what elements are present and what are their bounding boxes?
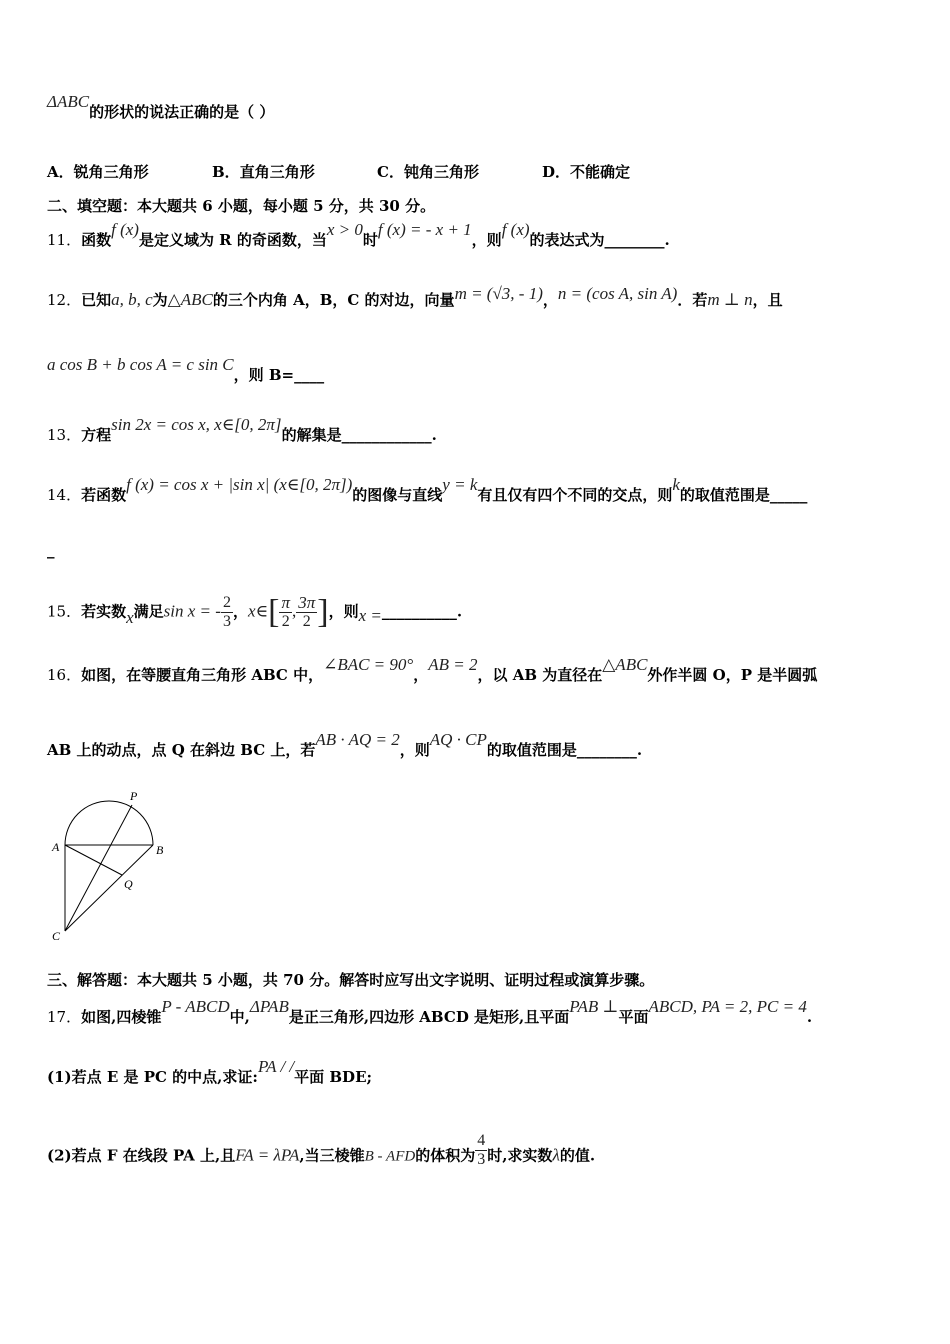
section3-heading: 三、解答题：本大题共 5 小题，共 70 分。解答时应写出文字说明、证明过程或演算步骤。 <box>47 971 655 989</box>
segment-aq <box>65 845 122 875</box>
segment-bc <box>65 845 153 931</box>
label-c: C <box>52 929 61 943</box>
question-16-cont: AB 上的动点，点 Q 在斜边 BC 上，若AB · AQ = 2，则AQ · CP的取值范围是________. <box>47 730 643 759</box>
option-a: A．锐角三角形 <box>47 163 149 181</box>
question-15: 15．若实数x满足sin x = - $\frac{2}{3}$ ，x∈[ $\frac{\pi}{2}$ , $\frac{3\pi}{2}$ ]，则x =__________. <box>47 593 463 631</box>
label-a: A <box>52 840 60 854</box>
question-13: 13．方程sin 2x = cos x, x∈[0, 2π]的解集是____________. <box>47 415 437 444</box>
question-17: 17．如图,四棱锥P - ABCD中,ΔPAB是正三角形,四边形 ABCD 是矩形,且平面PAB ⊥平面ABCD, PA = 2, PC = 4. <box>47 997 813 1026</box>
section2-heading: 二、填空题：本大题共 6 小题，每小题 5 分，共 30 分。 <box>47 197 436 215</box>
label-q: Q <box>124 877 133 891</box>
geometry-figure <box>40 785 180 945</box>
label-b: B <box>156 843 164 857</box>
question-14: 14．若函数f (x) = cos x + |sin x| (x∈[0, 2π])的图像与直线y = k有且仅有四个不同的交点，则k的取值范围是_____ <box>47 475 808 504</box>
q10-tail <box>47 92 275 122</box>
option-b: B．直角三角形 <box>212 163 315 181</box>
question-16: 16．如图，在等腰直角三角形 ABC 中，∠BAC = 90°，AB = 2，以 AB 为直径在△ABC外作半圆 O，P 是半圆弧 <box>47 655 818 684</box>
question-12: 12．已知a, b, c为△ABC的三个内角 A，B，C 的对边，向量m = (√3, - 1)，n = (cos A, sin A)．若m ⊥ n，且 <box>47 284 783 309</box>
q10-options <box>47 162 630 182</box>
label-p: P <box>130 789 138 803</box>
semicircle-arc <box>65 801 153 845</box>
question-14-cont: _ <box>47 541 55 559</box>
option-d: D．不能确定 <box>542 163 631 181</box>
math-triangle: ΔABC <box>47 92 90 111</box>
q10-text: 的形状的说法正确的是（ ） <box>89 103 275 121</box>
option-c: C．钝角三角形 <box>377 163 479 181</box>
question-17-part1: (1)若点 E 是 PC 的中点,求证:PA / /平面 BDE; <box>47 1057 373 1086</box>
question-12-cont: a cos B + b cos A = c sin C，则 B=____ <box>47 355 325 384</box>
fraction-2-3: $\frac{2}{3}$ <box>222 594 231 630</box>
question-17-part2: (2)若点 F 在线段 PA 上,且FA = λPA,当三棱锥B - AFD的体积为 $\frac{4}{3}$ 时,求实数λ的值. <box>47 1132 596 1168</box>
question-11: 11．函数f (x)是定义域为 R 的奇函数，当x > 0时f (x) = - x + 1，则f (x)的表达式为________. <box>47 220 670 249</box>
segment-cp <box>65 805 132 931</box>
